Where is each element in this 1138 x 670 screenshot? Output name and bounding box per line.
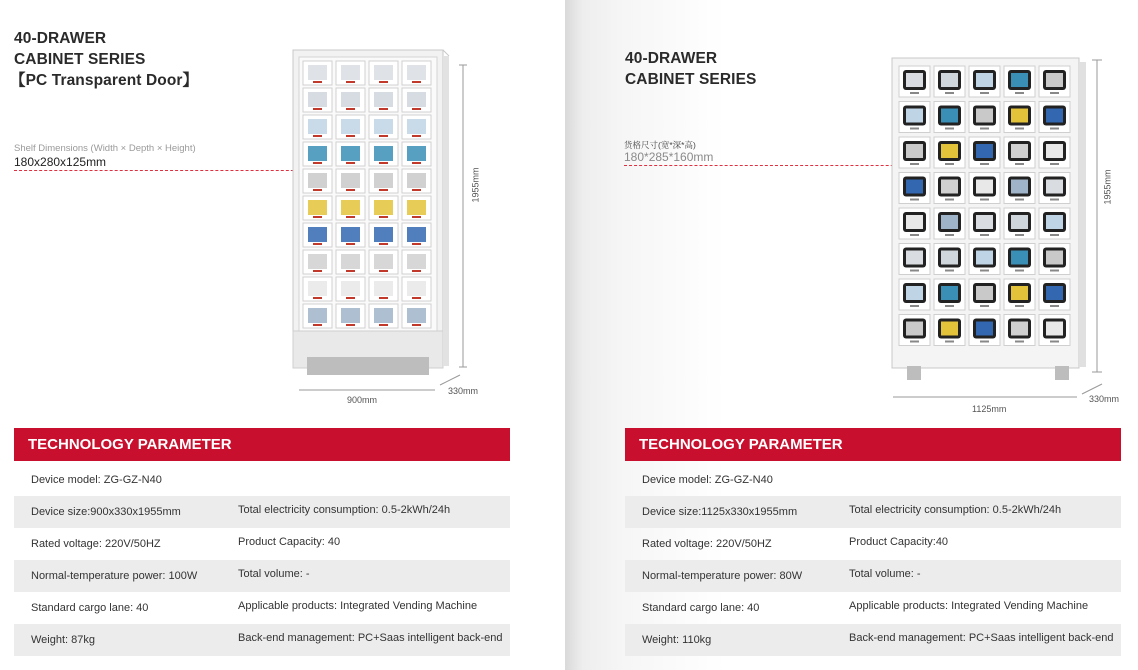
right-depth-dim: 330mm	[1089, 394, 1120, 404]
right-param-header: TECHNOLOGY PARAMETER	[625, 428, 1121, 461]
param-cell-left: Weight: 87kg	[31, 634, 96, 646]
param-row	[14, 496, 510, 528]
param-cell-left: Normal-temperature power: 80W	[642, 570, 803, 582]
right-shelf-value: 180*285*160mm	[624, 150, 714, 164]
left-param-table	[14, 464, 510, 656]
left-panel	[0, 0, 565, 670]
param-cell-right: Total volume: -	[238, 568, 310, 580]
param-row	[625, 496, 1121, 528]
left-title-line: 40-DRAWER	[14, 30, 107, 47]
param-cell-left: Standard cargo lane: 40	[31, 602, 149, 614]
param-cell-left: Rated voltage: 220V/50HZ	[31, 538, 161, 550]
param-row	[625, 624, 1121, 656]
param-cell-left: Normal-temperature power: 100W	[31, 570, 198, 582]
left-cabinet-image	[285, 45, 485, 405]
left-title-line: 【PC Transparent Door】	[10, 72, 199, 89]
param-cell-right: Product Capacity:40	[849, 536, 949, 548]
right-width-dim: 1125mm	[972, 404, 1007, 414]
param-cell-right: Total electricity consumption: 0.5-2kWh/24h	[849, 504, 1062, 516]
right-title-line: 40-DRAWER	[625, 50, 718, 67]
param-row	[14, 624, 510, 656]
param-cell-left: Weight: 110kg	[642, 634, 712, 646]
right-title-line: CABINET SERIES	[625, 71, 757, 88]
param-row	[625, 560, 1121, 592]
param-row	[14, 528, 510, 560]
param-row	[14, 560, 510, 592]
left-dim-pointer	[14, 170, 314, 171]
right-cabinet-image	[887, 52, 1135, 417]
param-cell-right: Applicable products: Integrated Vending Machine	[238, 600, 478, 612]
param-cell-left: Device size:1125x330x1955mm	[642, 506, 798, 518]
param-row	[625, 592, 1121, 624]
right-shelf-label: 货格尺寸(宽*深*高)	[624, 140, 696, 150]
param-row	[625, 464, 1121, 496]
left-shelf-label: Shelf Dimensions (Width × Depth × Height)	[14, 143, 196, 154]
param-row	[14, 464, 510, 496]
param-row	[625, 528, 1121, 560]
param-cell-right: Product Capacity: 40	[238, 536, 341, 548]
param-cell-left: Device model: ZG-GZ-N40	[31, 474, 162, 486]
param-cell-right: Back-end management: PC+Saas intelligent back-end	[238, 632, 503, 644]
left-title-line: CABINET SERIES	[14, 51, 146, 68]
param-cell-left: Standard cargo lane: 40	[642, 602, 760, 614]
param-cell-right: Total volume: -	[849, 568, 921, 580]
param-cell-left: Rated voltage: 220V/50HZ	[642, 538, 772, 550]
left-depth-dim: 330mm	[448, 386, 479, 396]
left-title	[10, 28, 199, 91]
param-row	[14, 592, 510, 624]
left-shelf-value: 180x280x125mm	[14, 155, 107, 169]
param-cell-left: Device model: ZG-GZ-N40	[642, 474, 773, 486]
param-cell-left: Device size:900x330x1955mm	[31, 506, 181, 518]
right-title	[625, 48, 756, 90]
left-height-dim: 1955mm	[470, 167, 481, 203]
param-cell-right: Back-end management: PC+Saas intelligent back-end	[849, 632, 1114, 644]
param-cell-right: Applicable products: Integrated Vending Machine	[849, 600, 1089, 612]
right-param-table	[625, 464, 1121, 656]
right-panel	[565, 0, 1138, 670]
left-width-dim: 900mm	[347, 395, 378, 405]
param-cell-right: Total electricity consumption: 0.5-2kWh/24h	[238, 504, 451, 516]
left-param-header: TECHNOLOGY PARAMETER	[14, 428, 510, 461]
right-height-dim: 1955mm	[1102, 169, 1113, 205]
